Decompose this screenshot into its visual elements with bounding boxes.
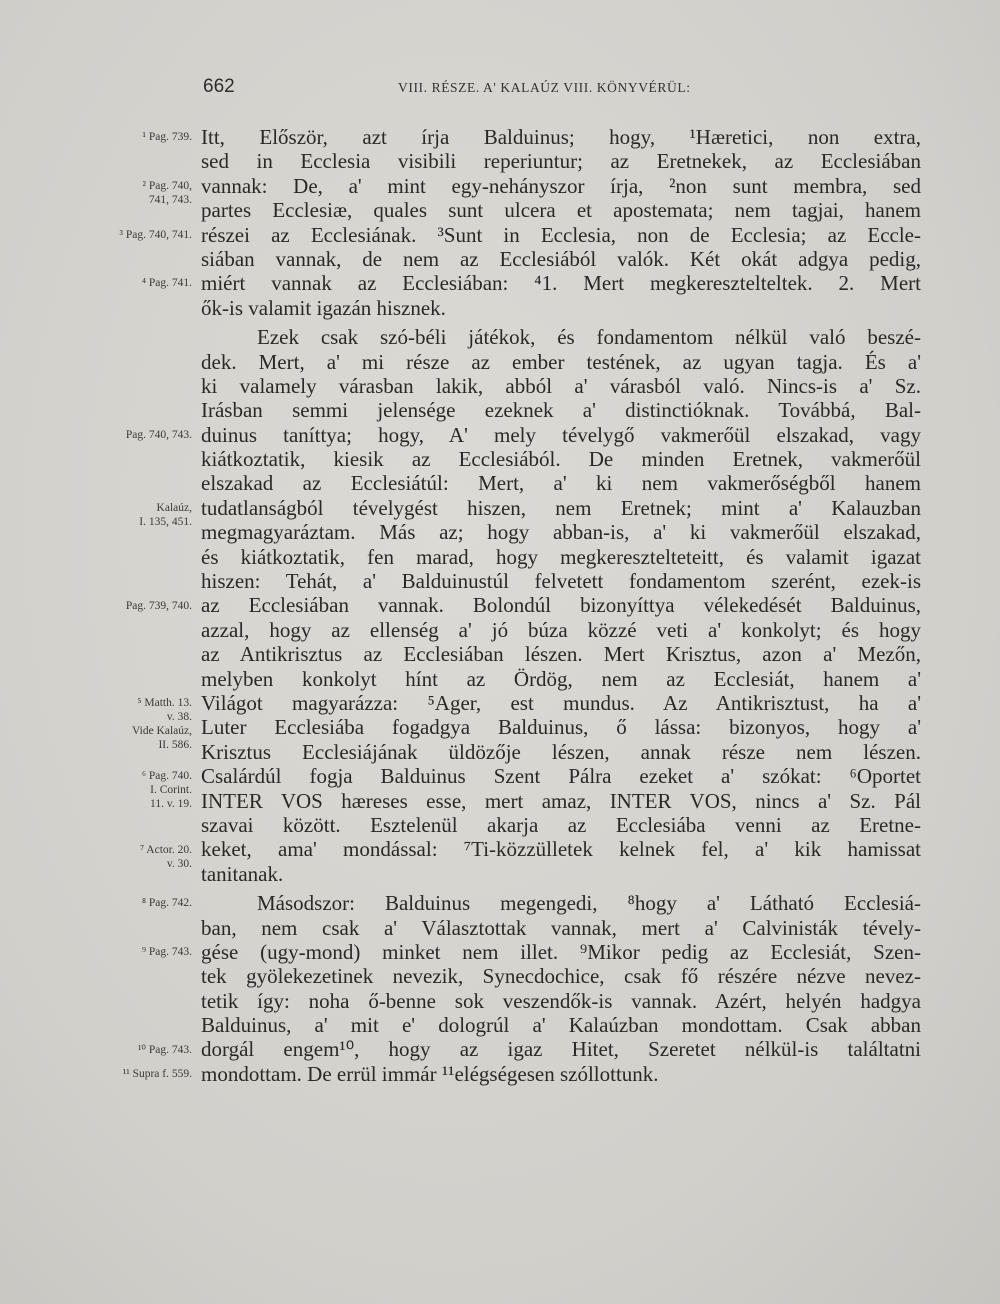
text-line: tetik így: noha ő-benne sok veszendők-is vannak. Azért, helyén hadgya xyxy=(201,988,921,1013)
margin-note xyxy=(0,130,200,144)
text-line: kiátkoztatik, kiesik az Ecclesiából. De minden Eretnek, vakmerőül xyxy=(201,447,921,472)
text-line: keket, ama' mondással: ⁷Ti-közzülletek kelnek fel, a' kik hamissat xyxy=(201,837,921,862)
text-line: és kiátkoztatik, fen marad, hogy megkeresztelteteitt, és valamit igazat xyxy=(201,544,921,569)
margin-note-line: I. 135, 451. xyxy=(139,516,192,528)
margin-note-line: ⁵ Matth. 13. xyxy=(137,697,192,710)
text-line: tek gyölekezetinek nevezik, Synecdochice, csak fő részére nézve nevez- xyxy=(201,964,921,989)
body-text xyxy=(201,125,921,1086)
page-number: 662 xyxy=(203,76,235,97)
margin-note xyxy=(0,843,200,871)
margin-note xyxy=(0,228,200,242)
margin-note-line: Pag. 739, 740. xyxy=(125,599,192,612)
text-line: Másodszor: Balduinus megengedi, ⁸hogy a' Látható Ecclesiá- xyxy=(257,891,921,916)
margin-note xyxy=(0,1067,200,1081)
text-line: hiszen: Tehát, a' Balduinustúl felvetett fondamentom szerént, ezek-is xyxy=(201,569,921,594)
text-line: Itt, Először, azt írja Balduinus; hogy, ¹Hæretici, non extra, xyxy=(201,125,921,149)
margin-note-line: v. 30. xyxy=(166,857,192,870)
margin-note-line: ⁷ Actor. 20. xyxy=(140,843,192,856)
running-title: VIII. RÉSZE. A' KALAÚZ VIII. KÖNYVÉRÜL: xyxy=(398,80,691,95)
text-line: duinus taníttya; hogy, A' mely tévelygő vakmerőül elszakad, vagy xyxy=(201,422,921,447)
margin-note xyxy=(0,769,200,811)
margin-note xyxy=(0,599,200,613)
margin-note-line: ⁶ Pag. 740. xyxy=(141,770,192,783)
text-line: INTER VOS hæreses esse, mert amaz, INTER VOS, nincs a' Sz. Pál xyxy=(201,788,921,813)
margin-note-line: 11. v. 19. xyxy=(150,798,192,811)
margin-note-line: Vide Kalaúz, xyxy=(132,725,192,738)
text-line: ki valamely várasban lakik, abból a' várasból való. Nincs-is a' Sz. xyxy=(201,373,921,398)
text-line: Ezek csak szó-béli játékok, és fondamentom nélkül való beszé- xyxy=(257,325,921,350)
margin-note xyxy=(0,896,200,910)
text-line: részei az Ecclesiának. ³Sunt in Ecclesia, non de Ecclesia; az Eccle- xyxy=(201,222,921,247)
margin-note-line: ¹⁰ Pag. 743. xyxy=(137,1043,192,1056)
margin-note-line: v. 38. xyxy=(166,711,192,724)
margin-note-line: Kalaúz, xyxy=(156,502,192,514)
text-line: gése (ugy-mond) minket nem illet. ⁹Mikor pedig az Ecclesiát, Szen- xyxy=(201,939,921,964)
text-line: vannak: De, a' mint egy-nehányszor írja, ²non sunt membra, sed xyxy=(201,173,921,198)
text-line: az Antikrisztus az Ecclesiában lészen. Mert Krisztus, azon a' Mezőn, xyxy=(201,642,921,667)
margin-note-line: ⁴ Pag. 741. xyxy=(141,277,192,290)
text-line: szavai között. Esztelenül akarja az Ecclesiába venni az Eretne- xyxy=(201,812,921,837)
text-line: Irásban semmi jelensége ezeknek a' distinctióknak. Továbbá, Bal- xyxy=(201,398,921,423)
margin-note xyxy=(0,428,200,442)
margin-note xyxy=(0,945,200,959)
text-line: azzal, hogy az ellenség a' jó búza közzé veti a' konkolyt; és hogy xyxy=(201,617,921,642)
margin-note-line: II. 586. xyxy=(158,739,192,752)
margin-note-line: ¹ Pag. 739. xyxy=(142,131,192,143)
margin-note-line: ⁸ Pag. 742. xyxy=(141,897,192,910)
margin-note xyxy=(0,179,200,207)
margin-note xyxy=(0,276,200,290)
text-line: dorgál engem¹⁰, hogy az igaz Hitet, Szeretet nélkül-is találtatni xyxy=(201,1037,921,1062)
text-line: tudatlanságból tévelygést hiszen, nem Eretnek; mint a' Kalauzban xyxy=(201,495,921,520)
text-line: Csalárdúl fogja Balduinus Szent Pálra ezeket a' szókat: ⁶Oportet xyxy=(201,764,921,789)
margin-note-line: ² Pag. 740, xyxy=(142,179,192,192)
margin-note-line: 741, 743. xyxy=(148,193,192,206)
margin-note xyxy=(0,696,200,752)
text-line: megmagyaráztam. Más az; hogy abban-is, a' ki vakmerőül elszakad, xyxy=(201,520,921,545)
text-line: Balduinus, a' mit e' dologrúl a' Kalaúzban mondottam. Csak abban xyxy=(201,1013,921,1038)
text-line: melyben konkolyt hínt az Ördög, nem az Ecclesiát, hanem a' xyxy=(201,666,921,691)
text-line: dek. Mert, a' mi része az ember testének, az ugyan tagja. És a' xyxy=(201,349,921,374)
margin-note-line: ⁹ Pag. 743. xyxy=(141,946,192,959)
text-line: Világot magyarázza: ⁵Ager, est mundus. Az Antikrisztust, ha a' xyxy=(201,690,921,715)
text-line: siában vannak, de nem az Ecclesiából valók. Két okát adgya pedig, xyxy=(201,246,921,271)
margin-notes xyxy=(0,0,200,1304)
text-line: tanitanak. xyxy=(201,861,284,886)
text-line: ők-is valamit igazán hisznek. xyxy=(201,295,446,320)
text-line: sed in Ecclesia visibili reperiuntur; az Eretnekek, az Ecclesiában xyxy=(201,149,921,174)
text-line: Luter Ecclesiába fogadgya Balduinus, ő lássa: bizonyos, hogy a' xyxy=(201,715,921,740)
margin-note xyxy=(0,501,200,529)
text-line: elszakad az Ecclesiátúl: Mert, a' ki nem vakmerőségből hanem xyxy=(201,471,921,496)
text-line: az Ecclesiában vannak. Bolondúl bizonyíttya vélekedését Balduinus, xyxy=(201,593,921,618)
text-line: mondottam. De errül immár ¹¹elégségesen szóllottunk. xyxy=(201,1061,659,1086)
margin-note-line: Pag. 740, 743. xyxy=(125,428,192,441)
margin-note-line: I. Corint. xyxy=(150,784,192,797)
text-line: ban, nem csak a' Választottak vannak, mert a' Calvinisták tévely- xyxy=(201,915,921,940)
margin-note-line: ³ Pag. 740, 741. xyxy=(119,228,192,241)
margin-note-line: ¹¹ Supra f. 559. xyxy=(122,1068,192,1081)
text-line: partes Ecclesiæ, quales sunt ulcera et apostemata; nem tagjai, hanem xyxy=(201,198,921,223)
margin-note xyxy=(0,1043,200,1057)
text-line: miért vannak az Ecclesiában: ⁴1. Mert megkeresztelteltek. 2. Mert xyxy=(201,271,921,296)
text-line: Krisztus Ecclesiájának üldözője lészen, annak része nem lészen. xyxy=(201,739,921,764)
